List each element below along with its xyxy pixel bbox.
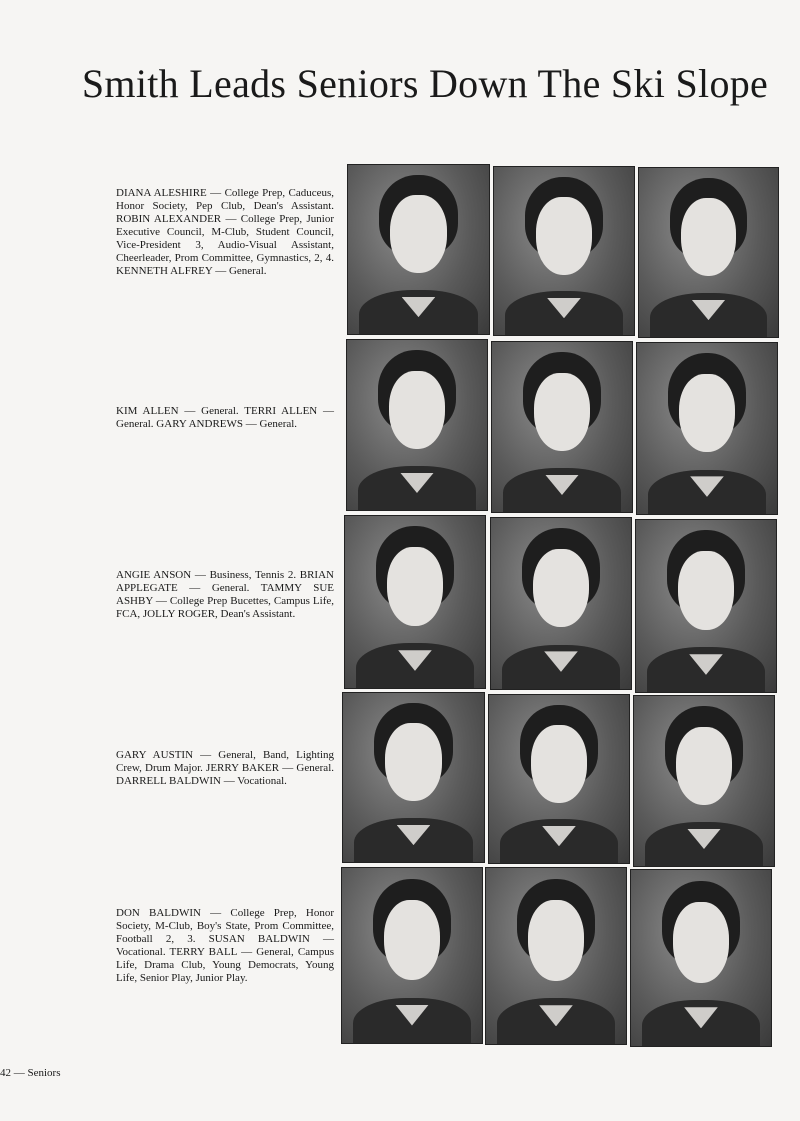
page-footer: 42 — Seniors (0, 1067, 61, 1079)
portrait-photo (346, 339, 488, 511)
portrait-photo (490, 517, 632, 690)
caption-row-3: ANGIE ANSON — Business, Tennis 2. BRIAN APPLEGATE — General. TAMMY SUE ASHBY — College Prep Bucettes, Campus Life, FCA, JOLLY ROGER, Dean's Assistant. (116, 569, 334, 620)
portrait-photo (342, 692, 485, 863)
portrait-photo (341, 867, 483, 1044)
portrait-photo (491, 341, 633, 513)
portrait-photo (635, 519, 777, 693)
caption-row-4: GARY AUSTIN — General, Band, Lighting Crew, Drum Major. JERRY BAKER — General. DARRELL BALDWIN — Vocational. (116, 749, 334, 787)
portrait-photo (485, 867, 627, 1045)
page-title: Smith Leads Seniors Down The Ski Slope (81, 61, 769, 106)
portrait-photo (347, 164, 490, 335)
caption-row-1: DIANA ALESHIRE — College Prep, Caduceus, Honor Society, Pep Club, Dean's Assistant. ROBIN ALEXANDER — College Prep, Junior Executive Council, M-Club, Student Council, Vice-President 3, Audio-Visual Assistant, Cheerleader, Prom Committee, Gymnastics, 2, 4. KENNETH ALFREY — General. (116, 187, 334, 277)
caption-row-2: KIM ALLEN — General. TERRI ALLEN — General. GARY ANDREWS — General. (116, 405, 334, 430)
portrait-photo (630, 869, 772, 1047)
caption-row-5: DON BALDWIN — College Prep, Honor Society, M-Club, Boy's State, Prom Committee, Football 2, 3. SUSAN BALDWIN — Vocational. TERRY BALL — General, Campus Life, Drama Club, Young Democrats, Young Life, Senior Play, Junior Play. (116, 907, 334, 984)
portrait-photo (638, 167, 779, 338)
portrait-photo (493, 166, 635, 336)
portrait-photo (344, 515, 486, 689)
portrait-photo (636, 342, 778, 515)
portrait-photo (488, 694, 630, 864)
portrait-photo (633, 695, 775, 867)
